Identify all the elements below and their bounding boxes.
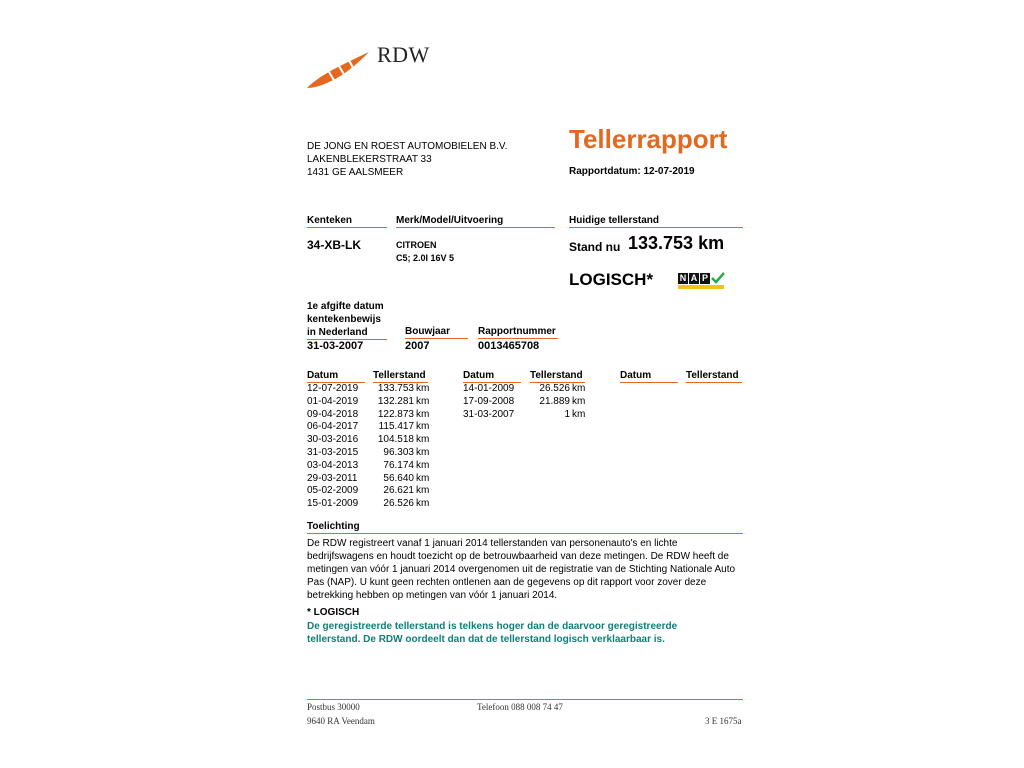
merk-value: CITROEN <box>396 240 437 250</box>
reading-unit: km <box>416 395 430 407</box>
readings-col3-datum-header: Datum <box>620 370 678 383</box>
readings-col3-tellerstand-header: Tellerstand <box>686 370 742 383</box>
toelichting-line2: bedrijfswagens en houdt toezicht op de betrouwbaarheid van deze metingen. De RDW heeft de <box>307 551 729 562</box>
toelichting-header: Toelichting <box>307 520 743 534</box>
registration-label <box>307 300 387 340</box>
reading-unit: km <box>416 498 430 510</box>
readings-col1-tellerstand-header: Tellerstand <box>373 370 428 383</box>
model-value: C5; 2.0I 16V 5 <box>396 253 455 263</box>
footer-city: 9640 RA Veendam <box>307 716 375 726</box>
reading-value: 115.417 <box>378 421 414 433</box>
reading-value: 26.621 <box>383 485 414 497</box>
reading-unit: km <box>416 434 430 446</box>
rapportnummer-value: 0013465708 <box>478 340 540 352</box>
toelichting-line3: metingen van vóór 1 januari 2014 overgenomen uit de registratie van de Stichting Nationale Auto <box>307 564 736 575</box>
nap-underline <box>678 285 724 289</box>
reading-unit: km <box>416 421 430 433</box>
footer-code: 3 E 1675a <box>705 716 742 726</box>
kenteken-value: 34-XB-LK <box>307 238 362 252</box>
reading-date: 17-09-2008 <box>463 395 515 407</box>
verdict-label: LOGISCH* <box>569 270 654 289</box>
reading-unit: km <box>572 408 586 420</box>
reading-date: 14-01-2009 <box>463 383 515 394</box>
reading-value: 132.281 <box>377 395 414 407</box>
reading-date: 03-04-2013 <box>307 459 359 471</box>
stand-value: 133.753 km <box>628 233 725 253</box>
reading-date: 01-04-2019 <box>307 395 359 407</box>
reading-unit: km <box>416 472 430 484</box>
logisch-note-line2: tellerstand. De RDW oordeelt dan dat de tellerstand logisch verklaarbaar is. <box>307 634 665 645</box>
rapportnummer-header: Rapportnummer <box>478 326 558 339</box>
reading-value: 21.889 <box>539 395 570 407</box>
bouwjaar-header: Bouwjaar <box>405 326 468 339</box>
footer-divider <box>307 699 743 700</box>
logisch-note <box>307 620 677 646</box>
registration-label-line2: kentekenbewijs <box>307 314 381 325</box>
nap-logo <box>678 272 725 284</box>
rdw-logo-icon <box>305 46 371 90</box>
stand-header: Huidige tellerstand <box>569 215 743 228</box>
reading-date: 12-07-2019 <box>307 383 359 394</box>
reading-date: 29-03-2011 <box>307 472 358 484</box>
reading-date: 31-03-2007 <box>463 408 515 420</box>
reading-date: 05-02-2009 <box>307 485 359 497</box>
checkmark-icon <box>711 272 725 284</box>
reading-value: 1 <box>564 408 570 420</box>
report-title: Tellerrapport <box>569 124 728 154</box>
toelichting-line1: De RDW registreert vanaf 1 januari 2014 tellerstanden van personenauto's en lichte <box>307 538 678 549</box>
reading-unit: km <box>416 485 430 497</box>
toelichting-text <box>307 537 735 602</box>
addressee-block <box>307 140 507 179</box>
reading-date: 06-04-2017 <box>307 421 359 433</box>
reading-value: 133.753 <box>377 383 414 394</box>
reading-unit: km <box>416 383 430 394</box>
reading-date: 31-03-2015 <box>307 447 359 458</box>
footer-phone: Telefoon 088 008 74 47 <box>477 702 563 712</box>
nap-letter-a: A <box>690 273 698 283</box>
registration-label-line3: in Nederland <box>307 326 387 340</box>
reading-unit: km <box>416 459 430 471</box>
reading-unit: km <box>416 408 430 420</box>
reading-unit: km <box>572 383 586 394</box>
kenteken-header: Kenteken <box>307 215 387 228</box>
logisch-note-header: * LOGISCH <box>307 607 360 618</box>
addressee-line2: LAKENBLEKERSTRAAT 33 <box>307 154 432 165</box>
reading-unit: km <box>416 447 430 458</box>
brand-name: RDW <box>377 42 430 67</box>
reading-date: 30-03-2016 <box>307 434 359 446</box>
reading-value: 26.526 <box>539 383 570 394</box>
readings-col1-datum-header: Datum <box>307 370 365 383</box>
reading-value: 76.174 <box>383 459 414 471</box>
toelichting-line5: betrekking hebben op metingen van vóór 1 januari 2014. <box>307 590 558 601</box>
registration-date: 31-03-2007 <box>307 340 364 352</box>
stand-prefix: Stand nu <box>569 240 621 254</box>
reading-value: 122.873 <box>377 408 414 420</box>
reading-value: 96.303 <box>383 447 414 458</box>
nap-letter-n: N <box>679 273 687 283</box>
reading-unit: km <box>572 395 586 407</box>
readings-col2-datum-header: Datum <box>463 370 521 383</box>
reading-date: 15-01-2009 <box>307 498 359 510</box>
addressee-line3: 1431 GE AALSMEER <box>307 167 404 178</box>
reading-value: 104.518 <box>377 434 414 446</box>
logisch-note-line1: De geregistreerde tellerstand is telkens hoger dan de daarvoor geregistreerde <box>307 621 678 632</box>
readings-col2-tellerstand-header: Tellerstand <box>530 370 585 383</box>
footer-postbus: Postbus 30000 <box>307 702 360 712</box>
bouwjaar-value: 2007 <box>405 340 430 352</box>
reading-value: 56.640 <box>383 472 414 484</box>
addressee-line1: DE JONG EN ROEST AUTOMOBIELEN B.V. <box>307 141 508 152</box>
nap-letter-p: P <box>701 273 708 283</box>
toelichting-line4: Pas (NAP). U kunt geen rechten ontlenen aan de gegevens op dit rapport voor zover deze <box>307 577 707 588</box>
reading-value: 26.526 <box>383 498 414 510</box>
report-date: Rapportdatum: 12-07-2019 <box>569 166 695 177</box>
reading-date: 09-04-2018 <box>307 408 359 420</box>
registration-label-line1: 1e afgifte datum <box>307 301 384 312</box>
merk-header: Merk/Model/Uitvoering <box>396 215 555 228</box>
